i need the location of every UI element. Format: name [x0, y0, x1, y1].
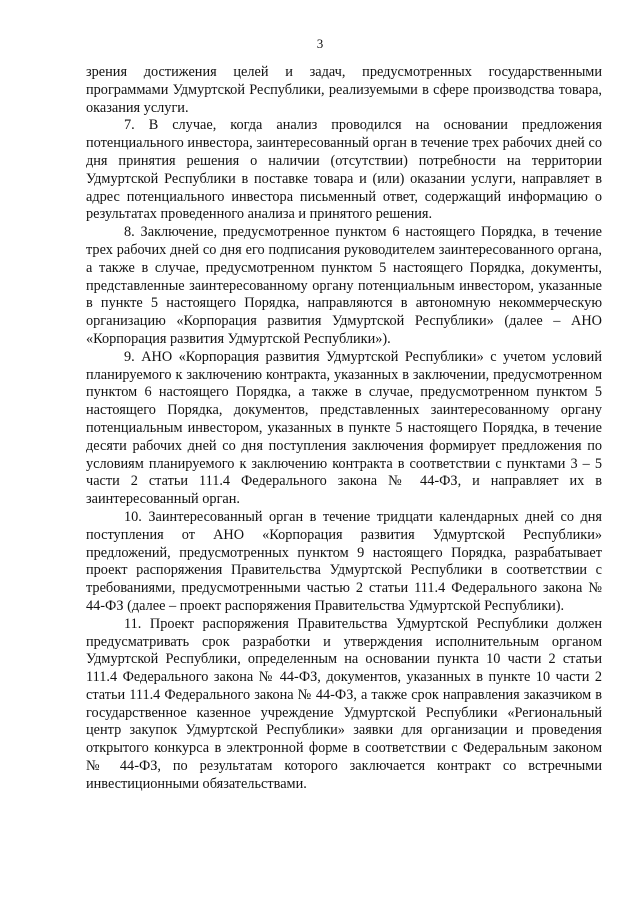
paragraph-8: 8. Заключение, предусмотренное пунктом 6 настоящего Порядка, в течение трех рабочих дней со дня его подписания руководителем заинтересованного органа, а также в случае, предусмотренном пунктом 5 настоящего Порядка, документы, представленные заинтересованному органу потенциальным инвестором, указанные в пункте 5 настоящего Порядка, направляются в автономную некоммерческую организацию «Корпорация развития Удмуртской Республики» (далее – АНО «Корпорация развития Удмуртской Республики»). [86, 224, 602, 347]
paragraph-7: 7. В случае, когда анализ проводился на основании предложения потенциального инвестора, заинтересованный орган в течение трех рабочих дней со дня принятия решения о наличии (отсутствии) потребности на территории Удмуртской Республики в поставке товара и (или) оказании услуги, направляет в адрес потенциального инвестора письменный ответ, содержащий информацию о результатах проведенного анализа и принятого решения. [86, 117, 602, 223]
paragraph-9: 9. АНО «Корпорация развития Удмуртской Республики» с учетом условий планируемого к заключению контракта, указанных в заключении, предусмотренном пунктом 6 настоящего Порядка, а также в случае, предусмотренном пунктом 5 настоящего Порядка, документов, представленных заинтересованному органу потенциальным инвестором, указанных в пункте 5 настоящего Порядка, в течение десяти рабочих дней со дня поступления заключения формирует предложения по условиям планируемого к заключению контракта в соответствии с пунктами 3 – 5 части 2 статьи 111.4 Федерального закона № 44-ФЗ, и направляет их в заинтересованный орган. [86, 348, 602, 508]
paragraph-10: 10. Заинтересованный орган в течение тридцати календарных дней со дня поступления от АНО «Корпорация развития Удмуртской Республики» предложений, предусмотренных пунктом 9 настоящего Порядка, разрабатывает проект распоряжения Правительства Удмуртской Республики в соответствии с требованиями, предусмотренными частью 2 статьи 111.4 Федерального закона № 44-ФЗ (далее – проект распоряжения Правительства Удмуртской Республики). [86, 508, 602, 614]
document-body [86, 64, 602, 794]
page-number: 3 [316, 36, 324, 51]
paragraph-continuation: зрения достижения целей и задач, предусмотренных государственными программами Удмуртской Республики, реализуемыми в сфере производства товара, оказания услуги. [86, 64, 602, 116]
paragraph-11: 11. Проект распоряжения Правительства Удмуртской Республики должен предусматривать срок разработки и утверждения исполнительным органом Удмуртской Республики, определенным на основании пункта 10 части 2 статьи 111.4 Федерального закона № 44-ФЗ, документов, указанных в пункте 10 части 2 статьи 111.4 Федерального закона № 44-ФЗ, а также срок направления заказчиком в государственное казенное учреждение Удмуртской Республики «Региональный центр закупок Удмуртской Республики» заявки для организации и проведения открытого конкурса в электронной форме в соответствии с Федеральным законом № 44-ФЗ, по результатам которого заключается контракт со встречными инвестиционными обязательствами. [86, 615, 602, 792]
